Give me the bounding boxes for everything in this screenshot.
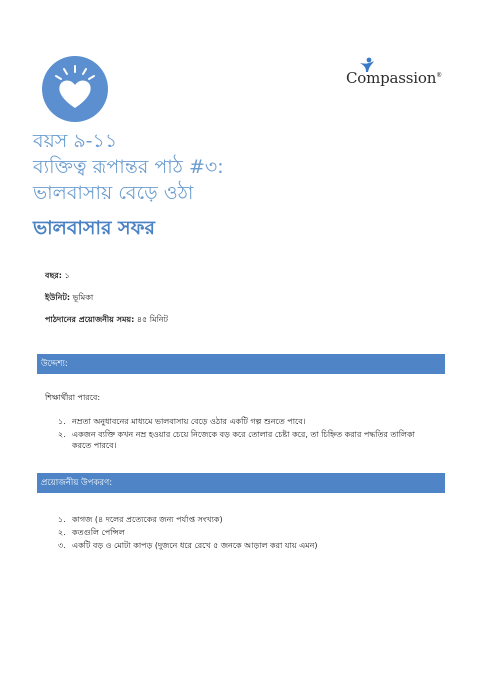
list-item <box>58 416 428 427</box>
list-item-text: কাগজ (৪ দলের প্রত্যেকের জন্য পর্যাপ্ত সংখ্যক) <box>72 515 223 524</box>
list-item <box>58 514 428 525</box>
objectives-list <box>58 416 428 453</box>
logo-registered-mark: ® <box>436 72 442 79</box>
title-topic: ভালবাসায় বেড়ে ওঠা <box>33 182 194 204</box>
meta-unit-value: ভূমিকা <box>70 293 94 302</box>
lesson-meta <box>45 270 168 336</box>
materials-list <box>58 514 428 553</box>
meta-time-label: পাঠদানের প্রয়োজনীয় সময়: <box>45 315 135 324</box>
heart-badge-icon <box>42 56 108 122</box>
list-item-number: ৩. <box>58 541 66 550</box>
lesson-title <box>33 128 473 206</box>
list-item-number: ১. <box>58 417 66 426</box>
meta-time-value: ৪৫ মিনিট <box>134 315 168 324</box>
list-item-text: নম্রতা অনুধাবনের মাধ্যমে ভালবাসায় বেড়ে ওঠার একটি গল্প শুনতে পাবে। <box>72 417 306 426</box>
list-item-text: একজন ব্যক্তি কখন নম্র হওয়ার চেয়ে নিজেকে বড় করে তোলার চেষ্টা করে, তা চিহ্নিত করার পদ্ধতির তালিকা করতে পারবে। <box>72 430 415 450</box>
meta-year-value: ১ <box>61 271 70 280</box>
logo-text: Compassion <box>346 69 437 87</box>
meta-unit-label: ইউনিট: <box>45 293 71 302</box>
list-item-text: কতগুলি পেন্সিল <box>72 528 125 537</box>
meta-unit <box>45 292 168 314</box>
title-lesson: ব্যক্তিত্ব রূপান্তর পাঠ #৩: <box>33 156 224 178</box>
materials-heading: প্রয়োজনীয় উপকরণ: <box>37 473 445 493</box>
list-item <box>58 540 428 551</box>
meta-time <box>45 314 168 336</box>
objectives-heading: উদ্দেশ্য: <box>37 354 445 374</box>
title-age: বয়স ৯-১১ <box>33 130 118 152</box>
list-item-number: ২. <box>58 528 66 537</box>
list-item-number: ২. <box>58 430 66 439</box>
list-item-number: ১. <box>58 515 66 524</box>
lesson-subtitle: ভালবাসার সফর <box>33 217 155 239</box>
list-item-text: একটি বড় ও মোটা কাপড় (দুজনে ধরে রেখে ৫ জনকে আড়াল করা যায় এমন) <box>72 541 318 550</box>
meta-year-label: বছর: <box>45 271 62 280</box>
objectives-intro: শিক্ষার্থীরা পারবে: <box>45 393 101 402</box>
compassion-logo <box>346 57 446 97</box>
list-item <box>58 527 428 538</box>
list-item <box>58 429 428 451</box>
meta-year <box>45 270 168 292</box>
